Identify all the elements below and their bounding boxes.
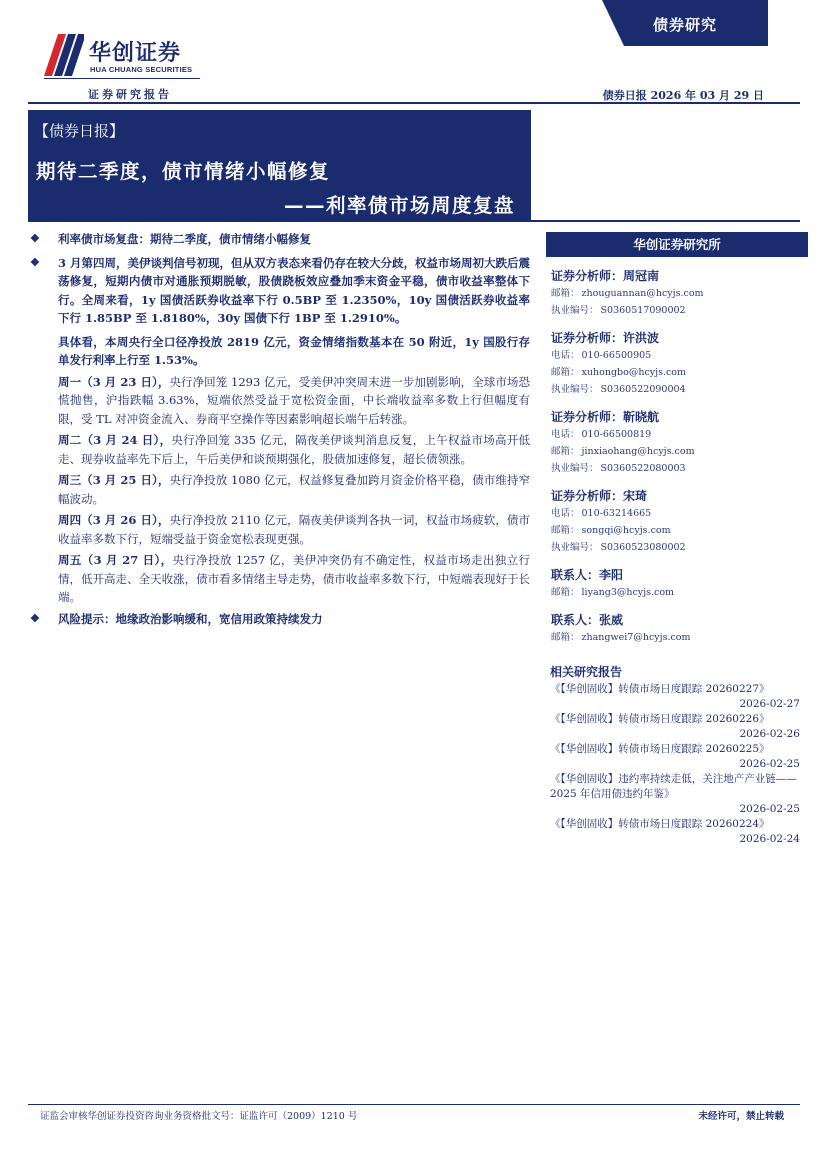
info-value: zhouguannan@hcyjs.com [581, 288, 704, 299]
info-value: 010-66500819 [581, 429, 652, 440]
analyst-name: 宋琦 [623, 489, 648, 503]
info-key: 电话： [551, 508, 580, 519]
related-report-title[interactable]: 《【华创固收】转债市场日度跟踪 20260226》 [550, 713, 770, 725]
analyst-name-line [551, 329, 808, 347]
logo-mark-icon [44, 34, 84, 76]
info-key: 执业编号： [551, 305, 599, 316]
related-reports [550, 662, 808, 847]
report-subtitle: ——利率债市场周度复盘 [283, 194, 515, 217]
analyst-name: 靳晓航 [623, 410, 660, 424]
analyst-email [551, 364, 808, 381]
related-report-date: 2026-02-27 [739, 698, 800, 710]
institute-title: 华创证券研究所 [546, 232, 808, 257]
info-value: S0360522090004 [600, 384, 686, 395]
related-report-item[interactable] [550, 682, 808, 712]
info-key: 电话： [551, 350, 580, 361]
day-label: 周二（3 月 24 日）， [58, 433, 172, 447]
diamond-bullet-icon: ❖ [30, 611, 40, 625]
analyst-name: 周冠南 [623, 269, 660, 283]
day-label: 周四（3 月 26 日）， [58, 513, 170, 527]
info-value: S0360522080003 [600, 463, 686, 474]
day-paragraph-mon [30, 373, 530, 429]
analyst-phone [551, 347, 808, 364]
day-paragraph-fri [30, 551, 530, 607]
risk-text: 风险提示：地缘政治影响缓和，宽信用政策持续发力 [58, 611, 323, 626]
related-report-date: 2026-02-24 [739, 833, 800, 845]
related-report-title[interactable]: 《【华创固收】转债市场日度跟踪 20260224》 [550, 818, 770, 830]
analyst-role: 证券分析师： [551, 331, 624, 345]
related-reports-title: 相关研究报告 [550, 665, 623, 679]
series-tab [602, 0, 768, 46]
day-paragraph-thu [30, 511, 530, 548]
info-key: 邮箱： [551, 587, 580, 598]
info-value: zhangwei7@hcyjs.com [581, 632, 691, 643]
analyst-license [551, 381, 808, 398]
report-date: 债券日报 2026 年 03 月 29 日 [602, 89, 764, 102]
contact-card [551, 566, 808, 601]
info-key: 邮箱： [551, 632, 580, 643]
info-value: 010-66500905 [581, 350, 652, 361]
info-key: 邮箱： [551, 367, 580, 378]
banner-tag: 【债券日报】 [34, 122, 125, 140]
info-key: 电话： [551, 429, 580, 440]
day-text: 央行净投放 2110 亿元，隔夜美伊谈判各执一词，权益市场疲软，债市收益率多数下行，短端受益于资金宽松表现更强。 [58, 513, 531, 546]
day-text: 央行净投放 1257 亿，美伊冲突仍有不确定性，权益市场走出独立行情，低开高走、全天收涨，债市看多情绪主导走势，债市收益率多数下行，中短端表现好于长端。 [58, 553, 531, 604]
related-report-item[interactable] [550, 772, 808, 817]
info-key: 邮箱： [551, 446, 580, 457]
info-value: S0360523080002 [600, 542, 686, 553]
day-label: 周五（3 月 27 日）， [58, 553, 173, 567]
analyst-role: 证券分析师： [551, 489, 624, 503]
info-value: xuhongbo@hcyjs.com [581, 367, 687, 378]
related-report-date: 2026-02-25 [739, 803, 800, 815]
info-value: 010-63214665 [581, 508, 652, 519]
info-key: 执业编号： [551, 384, 599, 395]
contact-name: 李阳 [599, 568, 624, 582]
related-report-date: 2026-02-26 [739, 728, 800, 740]
series-tab-label: 债券研究 [652, 16, 717, 34]
related-report-title[interactable]: 《【华创固收】转债市场日度跟踪 20260225》 [550, 743, 770, 755]
summary-bullet-week [30, 254, 530, 328]
header-divider [28, 102, 800, 104]
contact-card [551, 611, 808, 646]
contact-name-line [551, 566, 808, 584]
contact-name-line [551, 611, 808, 629]
analyst-role: 证券分析师： [551, 269, 624, 283]
company-logo [44, 34, 204, 84]
day-paragraph-tue [30, 431, 530, 468]
info-key: 执业编号： [551, 463, 599, 474]
analyst-email [551, 443, 808, 460]
day-text: 央行净回笼 1293 亿元，受美伊冲突周末进一步加剧影响，全球市场恐慌抛售，沪指跌幅 3.63%，短端依然受益于宽松资金面，中长端收益率多数上行但幅度有限，受 TL 对冲资金流入、券商平空操作等因素影响超长端午后转涨。 [58, 374, 531, 426]
day-label: 周三（3 月 25 日）， [58, 473, 170, 487]
info-key: 邮箱： [551, 288, 580, 299]
logo-underline [44, 78, 200, 79]
info-value: S0360517090002 [600, 305, 686, 316]
analyst-license [551, 539, 808, 556]
analyst-name: 许洪波 [623, 331, 660, 345]
day-text: 央行净回笼 335 亿元，隔夜美伊谈判消息反复，上午权益市场高开低走、现券收益率先下后上，午后美伊和谈预期强化，股债加速修复，超长债领涨。 [58, 433, 530, 466]
risk-warning [30, 610, 530, 629]
info-value: songqi@hcyjs.com [581, 525, 671, 536]
logo-text-cn: 华创证券 [89, 41, 182, 66]
analyst-name-line [551, 267, 808, 285]
title-banner [28, 110, 531, 222]
analyst-email [551, 285, 808, 302]
related-report-item[interactable] [550, 817, 808, 847]
analyst-card [551, 408, 808, 477]
related-report-title[interactable]: 《【华创固收】转债市场日度跟踪 20260227》 [550, 683, 770, 695]
analyst-name-line [551, 408, 808, 426]
related-report-item[interactable] [550, 712, 808, 742]
day-text: 央行净投放 1080 亿元，权益修复叠加跨月资金价格平稳，债市维持窄幅波动。 [58, 473, 531, 506]
related-report-date: 2026-02-25 [739, 758, 800, 770]
bullet-text: 3 月第四周，美伊谈判信号初现，但从双方表态来看仍存在较大分歧，权益市场周初大跌后震荡修复，短期内债市对通胀预期脱敏，股债跷板效应叠加季末资金平稳，债市收益率整体下行。全周来看，1y 国债活跃券收益率下行 0.5BP 至 1.2350%，10y 国债活跃券收益率下行 1.85BP 至 1.8180%，30y 国债下行 1BP 至 1.2910%。 [58, 255, 531, 325]
analyst-name-line [551, 487, 808, 505]
analyst-license [551, 460, 808, 477]
info-value: jinxiaohang@hcyjs.com [581, 446, 695, 457]
day-label: 周一（3 月 23 日）， [58, 374, 170, 389]
banner-rule [531, 220, 800, 222]
related-report-title[interactable]: 《【华创固收】违约率持续走低，关注地产产业链——2025 年信用债违约年鉴》 [550, 773, 797, 800]
report-title: 期待二季度，债市情绪小幅修复 [36, 160, 331, 183]
footer-license: 证监会审核华创证券投资咨询业务资格批文号：证监许可（2009）1210 号 [40, 1111, 358, 1122]
contact-role: 联系人： [551, 613, 600, 627]
analyst-card [551, 487, 808, 556]
analyst-license [551, 302, 808, 319]
logo-text-en: HUA CHUANG SECURITIES [90, 65, 193, 74]
analyst-card [551, 267, 808, 319]
info-value: liyang3@hcyjs.com [581, 587, 675, 598]
day-paragraph-wed [30, 471, 530, 508]
summary-bullet-heading [30, 230, 530, 249]
analyst-role: 证券分析师： [551, 410, 624, 424]
analyst-email [551, 522, 808, 539]
related-report-item[interactable] [550, 742, 808, 772]
report-type: 证券研究报告 [88, 88, 172, 101]
footer-divider [28, 1104, 800, 1105]
footer-notice: 未经许可，禁止转载 [698, 1111, 784, 1122]
contact-email [551, 584, 808, 601]
info-key: 邮箱： [551, 525, 580, 536]
analyst-phone [551, 505, 808, 522]
contact-email [551, 629, 808, 646]
detail-paragraph: 具体看，本周央行全口径净投放 2819 亿元，资金情绪指数基本在 50 附近，1y 国股行存单发行利率上行至 1.53%。 [58, 334, 530, 367]
contact-role: 联系人： [551, 568, 600, 582]
diamond-bullet-icon: ❖ [30, 255, 40, 269]
sidebar [546, 232, 808, 847]
diamond-bullet-icon: ❖ [30, 232, 40, 245]
analyst-card [551, 329, 808, 398]
bullet-text: 利率债市场复盘：期待二季度，债市情绪小幅修复 [58, 232, 311, 246]
summary-body [30, 230, 530, 633]
contact-name: 张威 [599, 613, 624, 627]
analyst-phone [551, 426, 808, 443]
info-key: 执业编号： [551, 542, 599, 553]
